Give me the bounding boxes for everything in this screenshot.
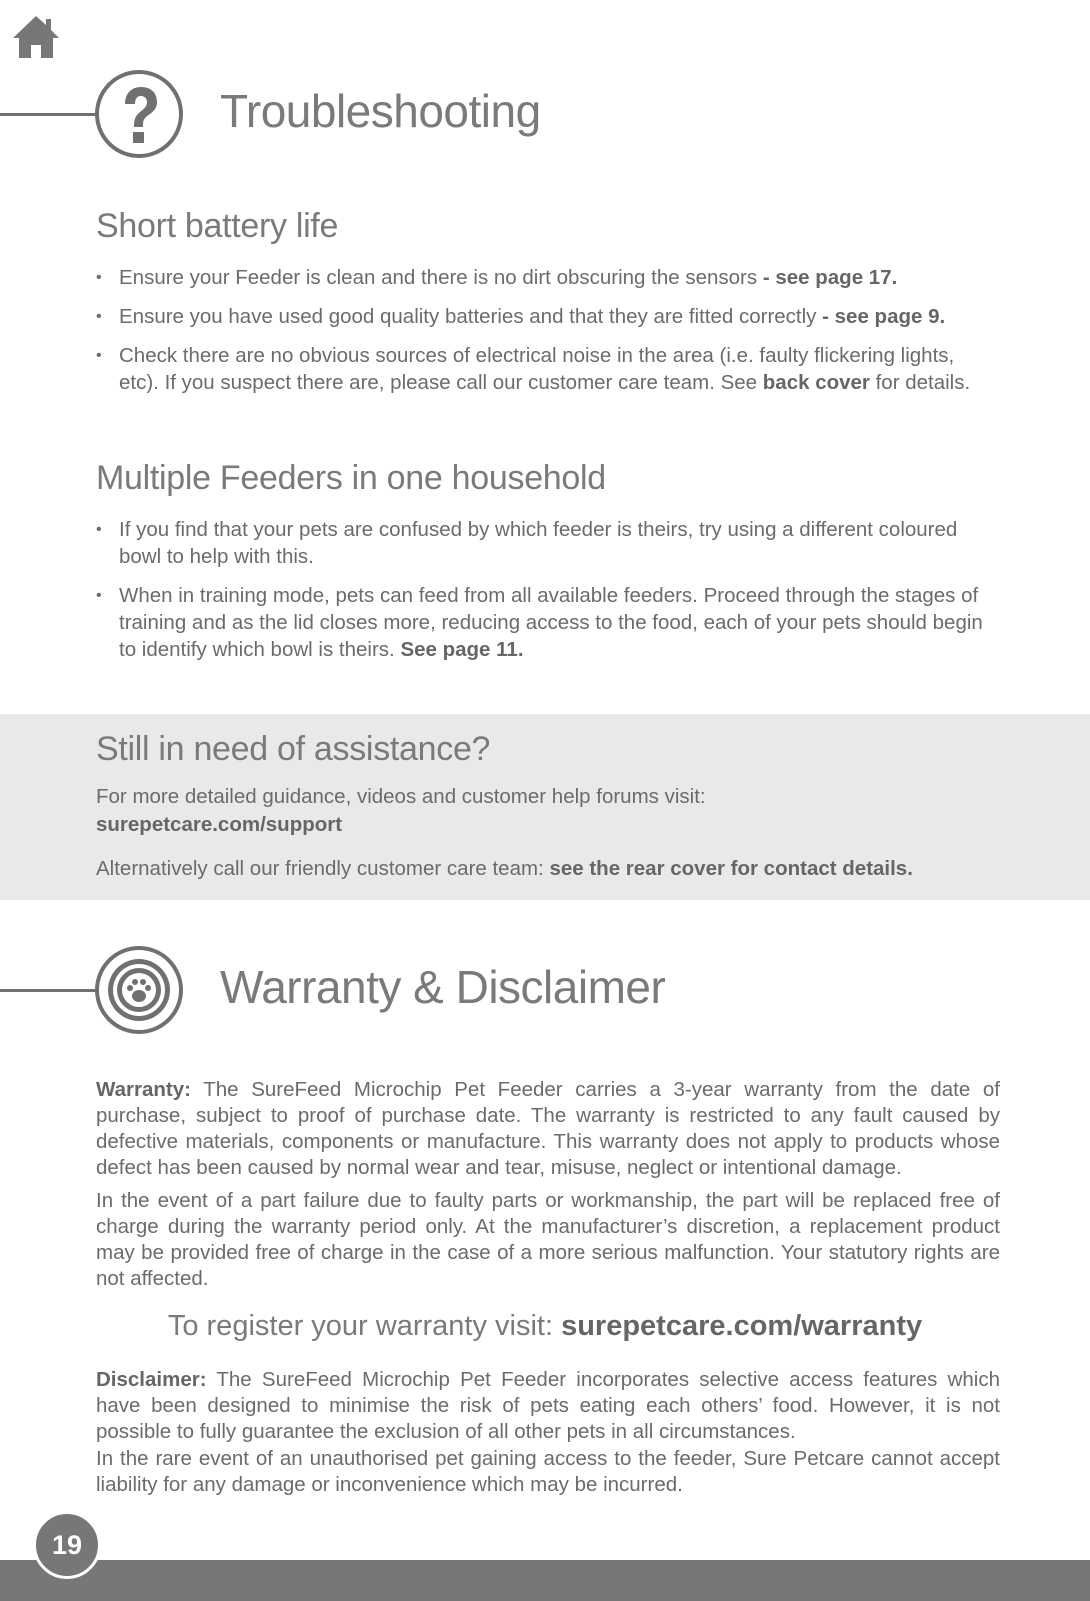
- list-item: • When in training mode, pets can feed from all available feeders. Proceed through the stages of training and as the lid closes more, reducing access to the food, each of your pets should begin to identify which bowl is theirs. See page 11.: [96, 582, 996, 663]
- page-reference: back cover: [762, 371, 870, 394]
- page-reference: - see page 17.: [762, 266, 898, 289]
- list-item: • Ensure your Feeder is clean and there is no dirt obscuring the sensors - see page 17.: [96, 264, 996, 291]
- page-number: 19: [33, 1511, 101, 1579]
- support-link[interactable]: surepetcare.com/support: [96, 813, 343, 836]
- rear-cover-reference: see the rear cover for contact details.: [549, 857, 913, 880]
- warranty-link[interactable]: surepetcare.com/warranty: [561, 1310, 923, 1342]
- page-reference: See page 11.: [400, 638, 524, 661]
- part-failure-paragraph: In the event of a part failure due to faulty parts or workmanship, the part will be replaced free of charge during the warranty period only. At the manufacturer’s discretion, a replacement product may be provided free of charge in the case of a more serious malfunction. Your statutory rights are not affected.: [96, 1189, 1000, 1290]
- disclaimer-label: Disclaimer:: [96, 1368, 207, 1391]
- troubleshooting-title: Troubleshooting: [220, 85, 541, 137]
- page-reference: - see page 9.: [822, 305, 946, 328]
- short-battery-list: [96, 264, 996, 408]
- warranty-label: Warranty:: [96, 1078, 191, 1101]
- footer-bar: [0, 1560, 1090, 1601]
- home-icon[interactable]: [11, 14, 61, 60]
- section-connector-line: [0, 989, 100, 992]
- warranty-paragraph: Warranty: The SureFeed Microchip Pet Feeder carries a 3-year warranty from the date of purchase, subject to proof of purchase date. The warranty is restricted to any fault caused by defective materials, components or manufacture. This warranty does not apply to products whose defect has been caused by normal wear and tear, misuse, neglect or intentional damage.: [96, 1078, 1000, 1179]
- disclaimer-paragraph: Disclaimer: The SureFeed Microchip Pet Feeder incorporates selective access features which have been designed to minimise the risk of pets eating each others’ food. However, it is not possible to fully guarantee the exclusion of all other pets in all circumstances.: [96, 1368, 1000, 1443]
- list-item: • If you find that your pets are confused by which feeder is theirs, try using a different coloured bowl to help with this.: [96, 516, 996, 570]
- section-connector-line: [0, 113, 100, 116]
- guidance-text: For more detailed guidance, videos and customer help forums visit: surepetcare.com/support: [96, 785, 706, 836]
- multiple-feeders-heading: Multiple Feeders in one household: [96, 459, 606, 497]
- assistance-heading: Still in need of assistance?: [96, 730, 491, 768]
- paw-badge-icon: [95, 946, 183, 1034]
- list-item: • Check there are no obvious sources of electrical noise in the area (i.e. faulty flickering lights, etc). If you suspect there are, please call our customer care team. See back cover for details.: [96, 342, 996, 396]
- short-battery-heading: Short battery life: [96, 207, 339, 245]
- call-text: Alternatively call our friendly customer care team: see the rear cover for contact details.: [96, 857, 913, 880]
- warranty-title: Warranty & Disclaimer: [220, 961, 666, 1013]
- question-mark-icon: [95, 70, 183, 158]
- register-warranty: To register your warranty visit: surepetcare.com/warranty: [167, 1310, 923, 1342]
- multiple-feeders-list: [96, 516, 996, 675]
- assistance-box: [0, 714, 1090, 900]
- list-item: • Ensure you have used good quality batteries and that they are fitted correctly - see page 9.: [96, 303, 996, 330]
- liability-paragraph: In the rare event of an unauthorised pet gaining access to the feeder, Sure Petcare cannot accept liability for any damage or inconvenience which may be incurred.: [96, 1447, 1000, 1496]
